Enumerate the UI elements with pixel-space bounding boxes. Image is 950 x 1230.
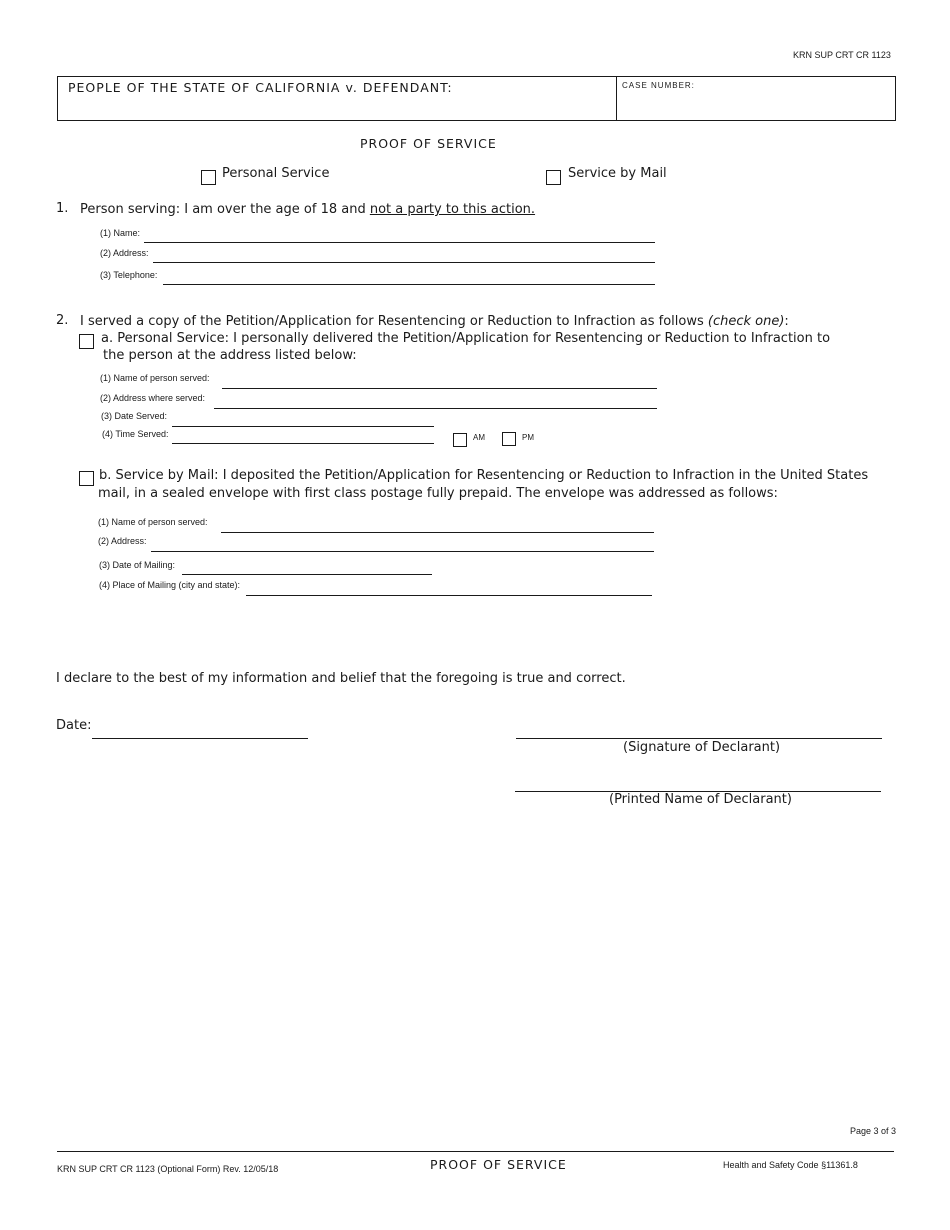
server-name-label: (1) Name: [100,228,141,238]
signature-label: (Signature of Declarant) [623,740,781,755]
section-1-number: 1. [56,201,69,216]
date-served-line[interactable] [172,426,434,427]
served-name-line[interactable] [222,388,657,389]
service-by-mail-label: Service by Mail [568,166,667,181]
server-telephone-label: (3) Telephone: [100,270,158,280]
mailed-name-line[interactable] [221,532,654,533]
declaration-text: I declare to the best of my information and belief that the foregoing is true and correct. [56,671,626,686]
mailed-name-label: (1) Name of person served: [98,517,208,527]
mail-service-line2: mail, in a sealed envelope with first class postage fully prepaid. The envelope was addressed as follows: [98,486,778,501]
served-name-label: (1) Name of person served: [100,373,210,383]
am-label: AM [473,433,485,442]
date-served-label: (3) Date Served: [101,411,168,421]
personal-service-option-checkbox[interactable] [79,334,94,349]
page-number: Page 3 of 3 [850,1126,897,1136]
section-1-text [80,202,535,217]
section-1-text-main: Person serving: I am over the age of 18 and [80,202,370,217]
parties-caption: PEOPLE OF THE STATE OF CALIFORNIA v. DEFENDANT: [68,80,453,95]
pm-checkbox[interactable] [502,432,516,446]
caption-divider [616,77,617,120]
time-served-line[interactable] [172,443,434,444]
date-line[interactable] [92,738,308,739]
mailing-date-line[interactable] [182,574,432,575]
server-address-line[interactable] [153,262,655,263]
server-address-label: (2) Address: [100,248,149,258]
mailing-place-line[interactable] [246,595,652,596]
date-label: Date: [56,718,92,733]
am-checkbox[interactable] [453,433,467,447]
mailed-address-line[interactable] [151,551,654,552]
printed-name-label: (Printed Name of Declarant) [609,792,792,807]
footer-rule [57,1151,894,1152]
section-2-intro-end: : [784,314,789,329]
caption-box [57,76,896,121]
service-by-mail-checkbox[interactable] [546,170,561,185]
mail-service-option-checkbox[interactable] [79,471,94,486]
personal-service-label: Personal Service [222,166,330,181]
served-address-label: (2) Address where served: [100,393,206,403]
section-2-intro [80,314,789,329]
footer-form-code: KRN SUP CRT CR 1123 (Optional Form) Rev. 12/05/18 [57,1164,279,1174]
mail-service-line1: b. Service by Mail: I deposited the Petition/Application for Resentencing or Reduction to Infraction in the United States [99,468,869,483]
page-title: PROOF OF SERVICE [360,136,497,151]
section-2-number: 2. [56,313,69,328]
case-number-label: CASE NUMBER: [622,81,695,90]
signature-line[interactable] [516,738,882,739]
form-code-top: KRN SUP CRT CR 1123 [793,50,891,60]
server-name-line[interactable] [144,242,655,243]
personal-service-checkbox[interactable] [201,170,216,185]
time-served-label: (4) Time Served: [102,429,169,439]
personal-service-line1: a. Personal Service: I personally delivered the Petition/Application for Resentencing or Reduction to Infraction to [101,331,831,346]
pm-label: PM [522,433,534,442]
section-2-intro-italic: (check one) [707,314,785,329]
server-telephone-line[interactable] [163,284,655,285]
footer-code: Health and Safety Code §11361.8 [723,1160,858,1170]
mailing-date-label: (3) Date of Mailing: [99,560,176,570]
mailing-place-label: (4) Place of Mailing (city and state): [99,580,241,590]
footer-title: PROOF OF SERVICE [430,1157,567,1172]
personal-service-line2: the person at the address listed below: [103,348,357,363]
mailed-address-label: (2) Address: [98,536,147,546]
section-2-intro-text: I served a copy of the Petition/Application for Resentencing or Reduction to Infraction as follows [80,314,708,329]
served-address-line[interactable] [214,408,657,409]
section-1-text-underlined: not a party to this action. [369,202,536,217]
